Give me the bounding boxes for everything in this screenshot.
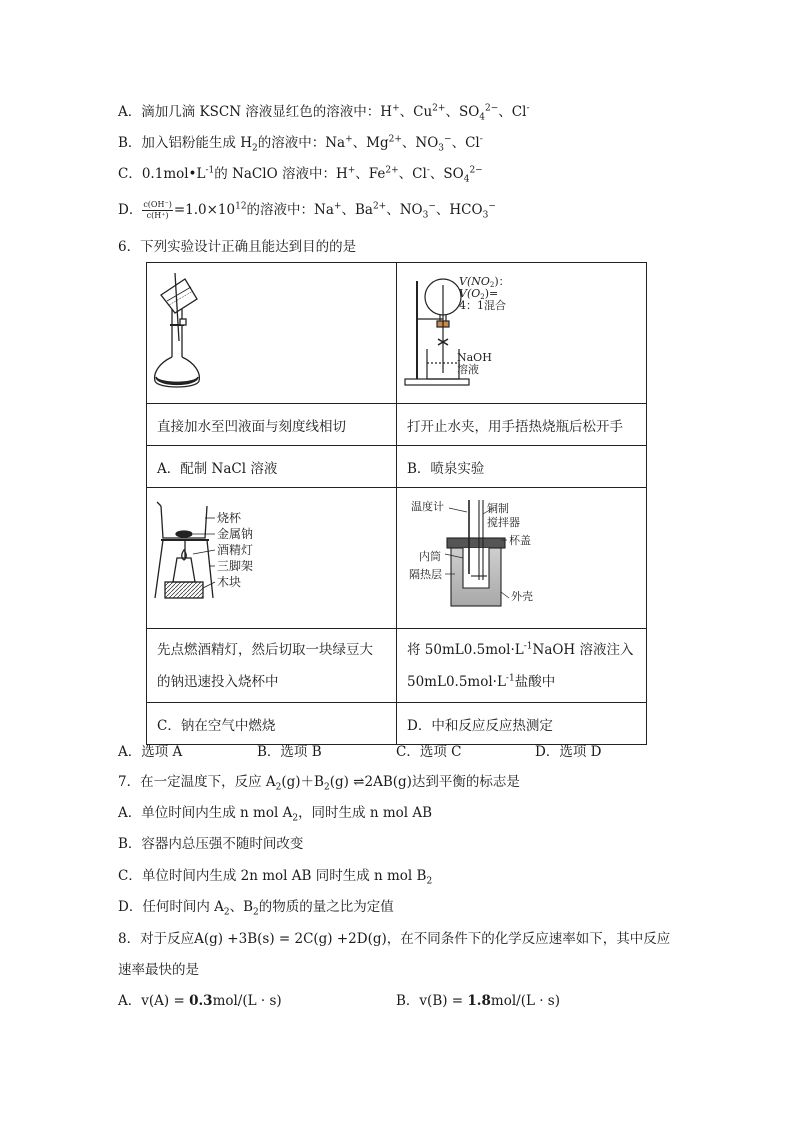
- q6-option-c: C．选项 C: [396, 744, 462, 760]
- q5-option-b: B．加入铝粉能生成 $H_2$的溶液中：Na+、$Mg^{2+}$、$NO_3^-$、Cl-: [118, 134, 483, 154]
- svg-text:温度计: 温度计: [411, 500, 444, 513]
- q8-option-a: A．v(A) = 0.3mol/(L · s): [118, 993, 282, 1009]
- svg-text:V(NO2)：: V(NO2)：: [459, 275, 510, 289]
- cell-b-desc: 打开止水夹，用手捂热烧瓶后松开手: [397, 404, 647, 446]
- fountain-experiment-figure: [397, 263, 646, 399]
- q7-option-c: C．单位时间内生成 2n mol AB 同时生成 n mol $B_2$: [118, 868, 433, 887]
- cell-fig-c: [147, 488, 397, 629]
- q6-stem: 6．下列实验设计正确且能达到目的的是: [118, 239, 357, 255]
- ratio-fraction: $\frac{c(OH^-)}{c(H^+)}$: [143, 200, 172, 220]
- svg-text:铜制: 铜制: [487, 502, 509, 515]
- cell-d-desc: 将 $50mL0.5mol\cdot L^{-1}NaOH$ 溶液注入 $50mL0.5mol\cdot L^{-1}$盐酸中: [397, 629, 647, 703]
- svg-text:搅拌器: 搅拌器: [487, 516, 520, 529]
- svg-text:内筒: 内筒: [419, 550, 441, 563]
- cell-b-name: B．喷泉实验: [397, 446, 647, 488]
- svg-text:金属钠: 金属钠: [217, 527, 254, 541]
- q6-option-d: D．选项 D: [535, 744, 602, 760]
- q7-option-d: D．任何时间内 $A_2$、$B_2$的物质的量之比为定值: [118, 899, 394, 918]
- q7-option-a: A．单位时间内生成 n mol $A_2$，同时生成 n mol AB: [118, 805, 433, 824]
- svg-text:外壳: 外壳: [511, 590, 533, 603]
- svg-text:NaOH: NaOH: [457, 351, 492, 364]
- svg-text:烧杯: 烧杯: [217, 511, 242, 525]
- svg-text:隔热层: 隔热层: [409, 568, 442, 581]
- cell-c-name: C．钠在空气中燃烧: [147, 703, 397, 745]
- q8-option-b: B．v(B) = 1.8mol/(L · s): [396, 993, 561, 1009]
- cell-a-name: A．配制 NaCl 溶液: [147, 446, 397, 488]
- cell-fig-b: [397, 263, 647, 404]
- svg-text:V(O2)=: V(O2)=: [459, 287, 499, 301]
- q5-option-c: C．$0.1mol•L^{-1}$的 NaClO 溶液中：H+、$Fe^{2+}$、Cl-、$SO_4^{2-}$: [118, 165, 483, 185]
- q8-stem-line1: 8．对于反应A(g) +3B(s) = 2C(g) +2D(g)，在不同条件下的化学反应速率如下，其中反应: [118, 931, 671, 947]
- sodium-combustion-figure: [147, 488, 396, 624]
- cell-a-desc: 直接加水至凹液面与刻度线相切: [147, 404, 397, 446]
- cell-c-desc: 先点燃酒精灯，然后切取一块绿豆大 的钠迅速投入烧杯中: [147, 629, 397, 703]
- svg-text:溶液: 溶液: [457, 363, 479, 376]
- svg-text:酒精灯: 酒精灯: [217, 543, 254, 557]
- q8-stem-line2: 速率最快的是: [118, 962, 199, 978]
- cell-fig-d: [397, 488, 647, 629]
- calorimeter-figure: [397, 488, 646, 624]
- cell-fig-a: [147, 263, 397, 404]
- experiment-table: [146, 262, 647, 745]
- cell-d-name: D．中和反应反应热测定: [397, 703, 647, 745]
- q6-option-b: B．选项 B: [257, 744, 322, 760]
- volumetric-flask-figure: [147, 263, 396, 399]
- q7-stem: 7．在一定温度下，反应 $A_2(g)+B_2(g)$ ⇌2AB(g)达到平衡的标志是: [118, 774, 520, 793]
- svg-text:木块: 木块: [217, 575, 242, 589]
- svg-text:4：1混合: 4：1混合: [459, 299, 506, 312]
- svg-text:三脚架: 三脚架: [217, 559, 254, 573]
- q5-option-d: D． $\frac{c(OH^-)}{c(H^+)}$ $=1.0\times 10^{12}$的溶液中：Na+、$Ba^{2+}$、$NO_3^-$、$HCO_3^-$: [118, 200, 496, 221]
- q6-option-a: A．选项 A: [118, 744, 183, 760]
- svg-text:杯盖: 杯盖: [509, 534, 531, 547]
- q7-option-b: B．容器内总压强不随时间改变: [118, 836, 304, 852]
- q5-option-a: A．滴加几滴 KSCN 溶液显红色的溶液中：H+、$Cu^{2+}$、$SO_4^{2-}$、Cl-: [118, 103, 530, 123]
